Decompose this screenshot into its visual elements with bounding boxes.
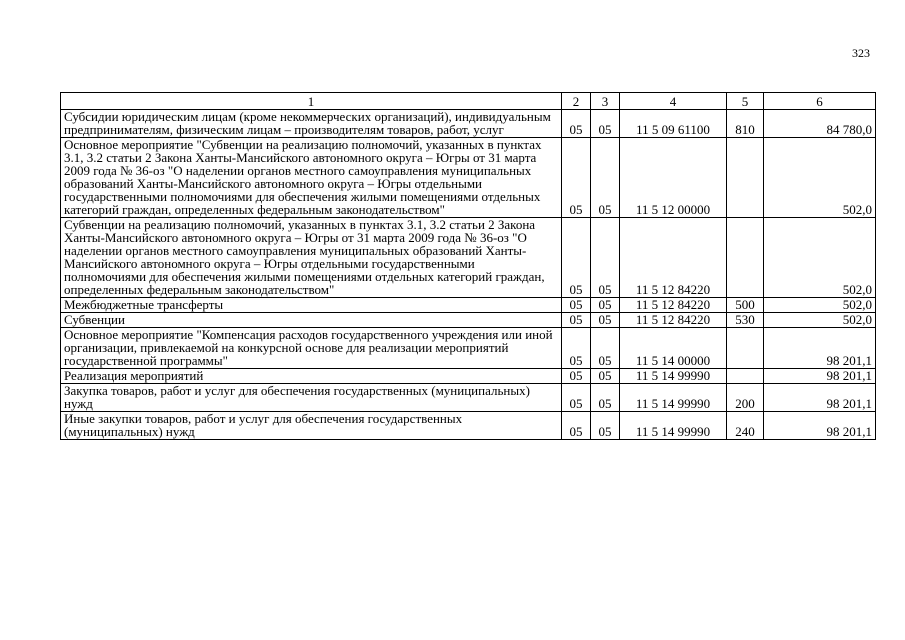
header-col-5: 5	[727, 93, 764, 110]
table-header-row	[61, 93, 876, 110]
row-col3: 05	[591, 384, 620, 412]
row-code: 11 5 12 84220	[620, 218, 727, 298]
row-col3: 05	[591, 218, 620, 298]
row-name: Иные закупки товаров, работ и услуг для обеспечения государственных (муниципальных) нужд	[61, 412, 562, 440]
table-row	[61, 369, 876, 384]
table-row	[61, 110, 876, 138]
row-name: Реализация мероприятий	[61, 369, 562, 384]
row-code: 11 5 12 00000	[620, 138, 727, 218]
row-name: Субвенции на реализацию полномочий, указанных в пунктах 3.1, 3.2 статьи 2 Закона Ханты-Мансийского автономного округа – Югры от 31 марта 2009 года № 36-оз "О наделении органов местного самоуправления муниципальных образований Ханты-Мансийского автономного округа – Югры отдельными государственными полномочиями для обеспечения жилыми помещениями отдельных категорий граждан, определенных федеральным законодательством"	[61, 218, 562, 298]
row-col2: 05	[562, 218, 591, 298]
row-name: Субвенции	[61, 313, 562, 328]
table-row	[61, 138, 876, 218]
row-code: 11 5 14 99990	[620, 384, 727, 412]
header-col-4: 4	[620, 93, 727, 110]
row-col2: 05	[562, 369, 591, 384]
header-col-2: 2	[562, 93, 591, 110]
row-sum: 502,0	[764, 138, 876, 218]
row-col3: 05	[591, 298, 620, 313]
row-sum: 84 780,0	[764, 110, 876, 138]
row-name: Субсидии юридическим лицам (кроме некоммерческих организаций), индивидуальным предпринимателям, физическим лицам – производителям товаров, работ, услуг	[61, 110, 562, 138]
row-type: 500	[727, 298, 764, 313]
row-col2: 05	[562, 412, 591, 440]
row-col2: 05	[562, 313, 591, 328]
table-row	[61, 218, 876, 298]
row-sum: 98 201,1	[764, 384, 876, 412]
row-name: Закупка товаров, работ и услуг для обеспечения государственных (муниципальных) нужд	[61, 384, 562, 412]
row-code: 11 5 14 99990	[620, 369, 727, 384]
row-code: 11 5 12 84220	[620, 298, 727, 313]
row-type: 810	[727, 110, 764, 138]
row-sum: 98 201,1	[764, 412, 876, 440]
row-sum: 98 201,1	[764, 328, 876, 369]
row-sum: 502,0	[764, 298, 876, 313]
row-sum: 98 201,1	[764, 369, 876, 384]
row-type	[727, 218, 764, 298]
header-col-1: 1	[61, 93, 562, 110]
row-name: Основное мероприятие "Субвенции на реализацию полномочий, указанных в пунктах 3.1, 3.2 статьи 2 Закона Ханты-Мансийского автономного округа – Югры от 31 марта 2009 года № 36-оз "О наделении органов местного самоуправления муниципальных образований Ханты-Мансийского автономного округа – Югры отдельными государственными полномочиями для обеспечения жилыми помещениями отдельных категорий граждан, определенных федеральным законодательством"	[61, 138, 562, 218]
row-type: 240	[727, 412, 764, 440]
row-code: 11 5 09 61100	[620, 110, 727, 138]
table-row	[61, 298, 876, 313]
row-name: Основное мероприятие "Компенсация расходов государственного учреждения или иной организации, привлекаемой на конкурсной основе для реализации мероприятий государственной программы"	[61, 328, 562, 369]
table-row	[61, 313, 876, 328]
table-row	[61, 412, 876, 440]
budget-table	[60, 92, 876, 440]
table-row	[61, 328, 876, 369]
row-name: Межбюджетные трансферты	[61, 298, 562, 313]
row-col3: 05	[591, 369, 620, 384]
row-sum: 502,0	[764, 313, 876, 328]
row-code: 11 5 12 84220	[620, 313, 727, 328]
page-number: 323	[852, 46, 870, 60]
row-col3: 05	[591, 328, 620, 369]
table-row	[61, 384, 876, 412]
row-type	[727, 369, 764, 384]
row-code: 11 5 14 00000	[620, 328, 727, 369]
row-col2: 05	[562, 328, 591, 369]
row-col3: 05	[591, 313, 620, 328]
row-type	[727, 328, 764, 369]
row-col3: 05	[591, 110, 620, 138]
row-type	[727, 138, 764, 218]
row-type: 200	[727, 384, 764, 412]
row-type: 530	[727, 313, 764, 328]
header-col-6: 6	[764, 93, 876, 110]
row-col2: 05	[562, 110, 591, 138]
header-col-3: 3	[591, 93, 620, 110]
row-code: 11 5 14 99990	[620, 412, 727, 440]
row-col3: 05	[591, 412, 620, 440]
row-sum: 502,0	[764, 218, 876, 298]
row-col2: 05	[562, 138, 591, 218]
row-col2: 05	[562, 298, 591, 313]
row-col3: 05	[591, 138, 620, 218]
row-col2: 05	[562, 384, 591, 412]
